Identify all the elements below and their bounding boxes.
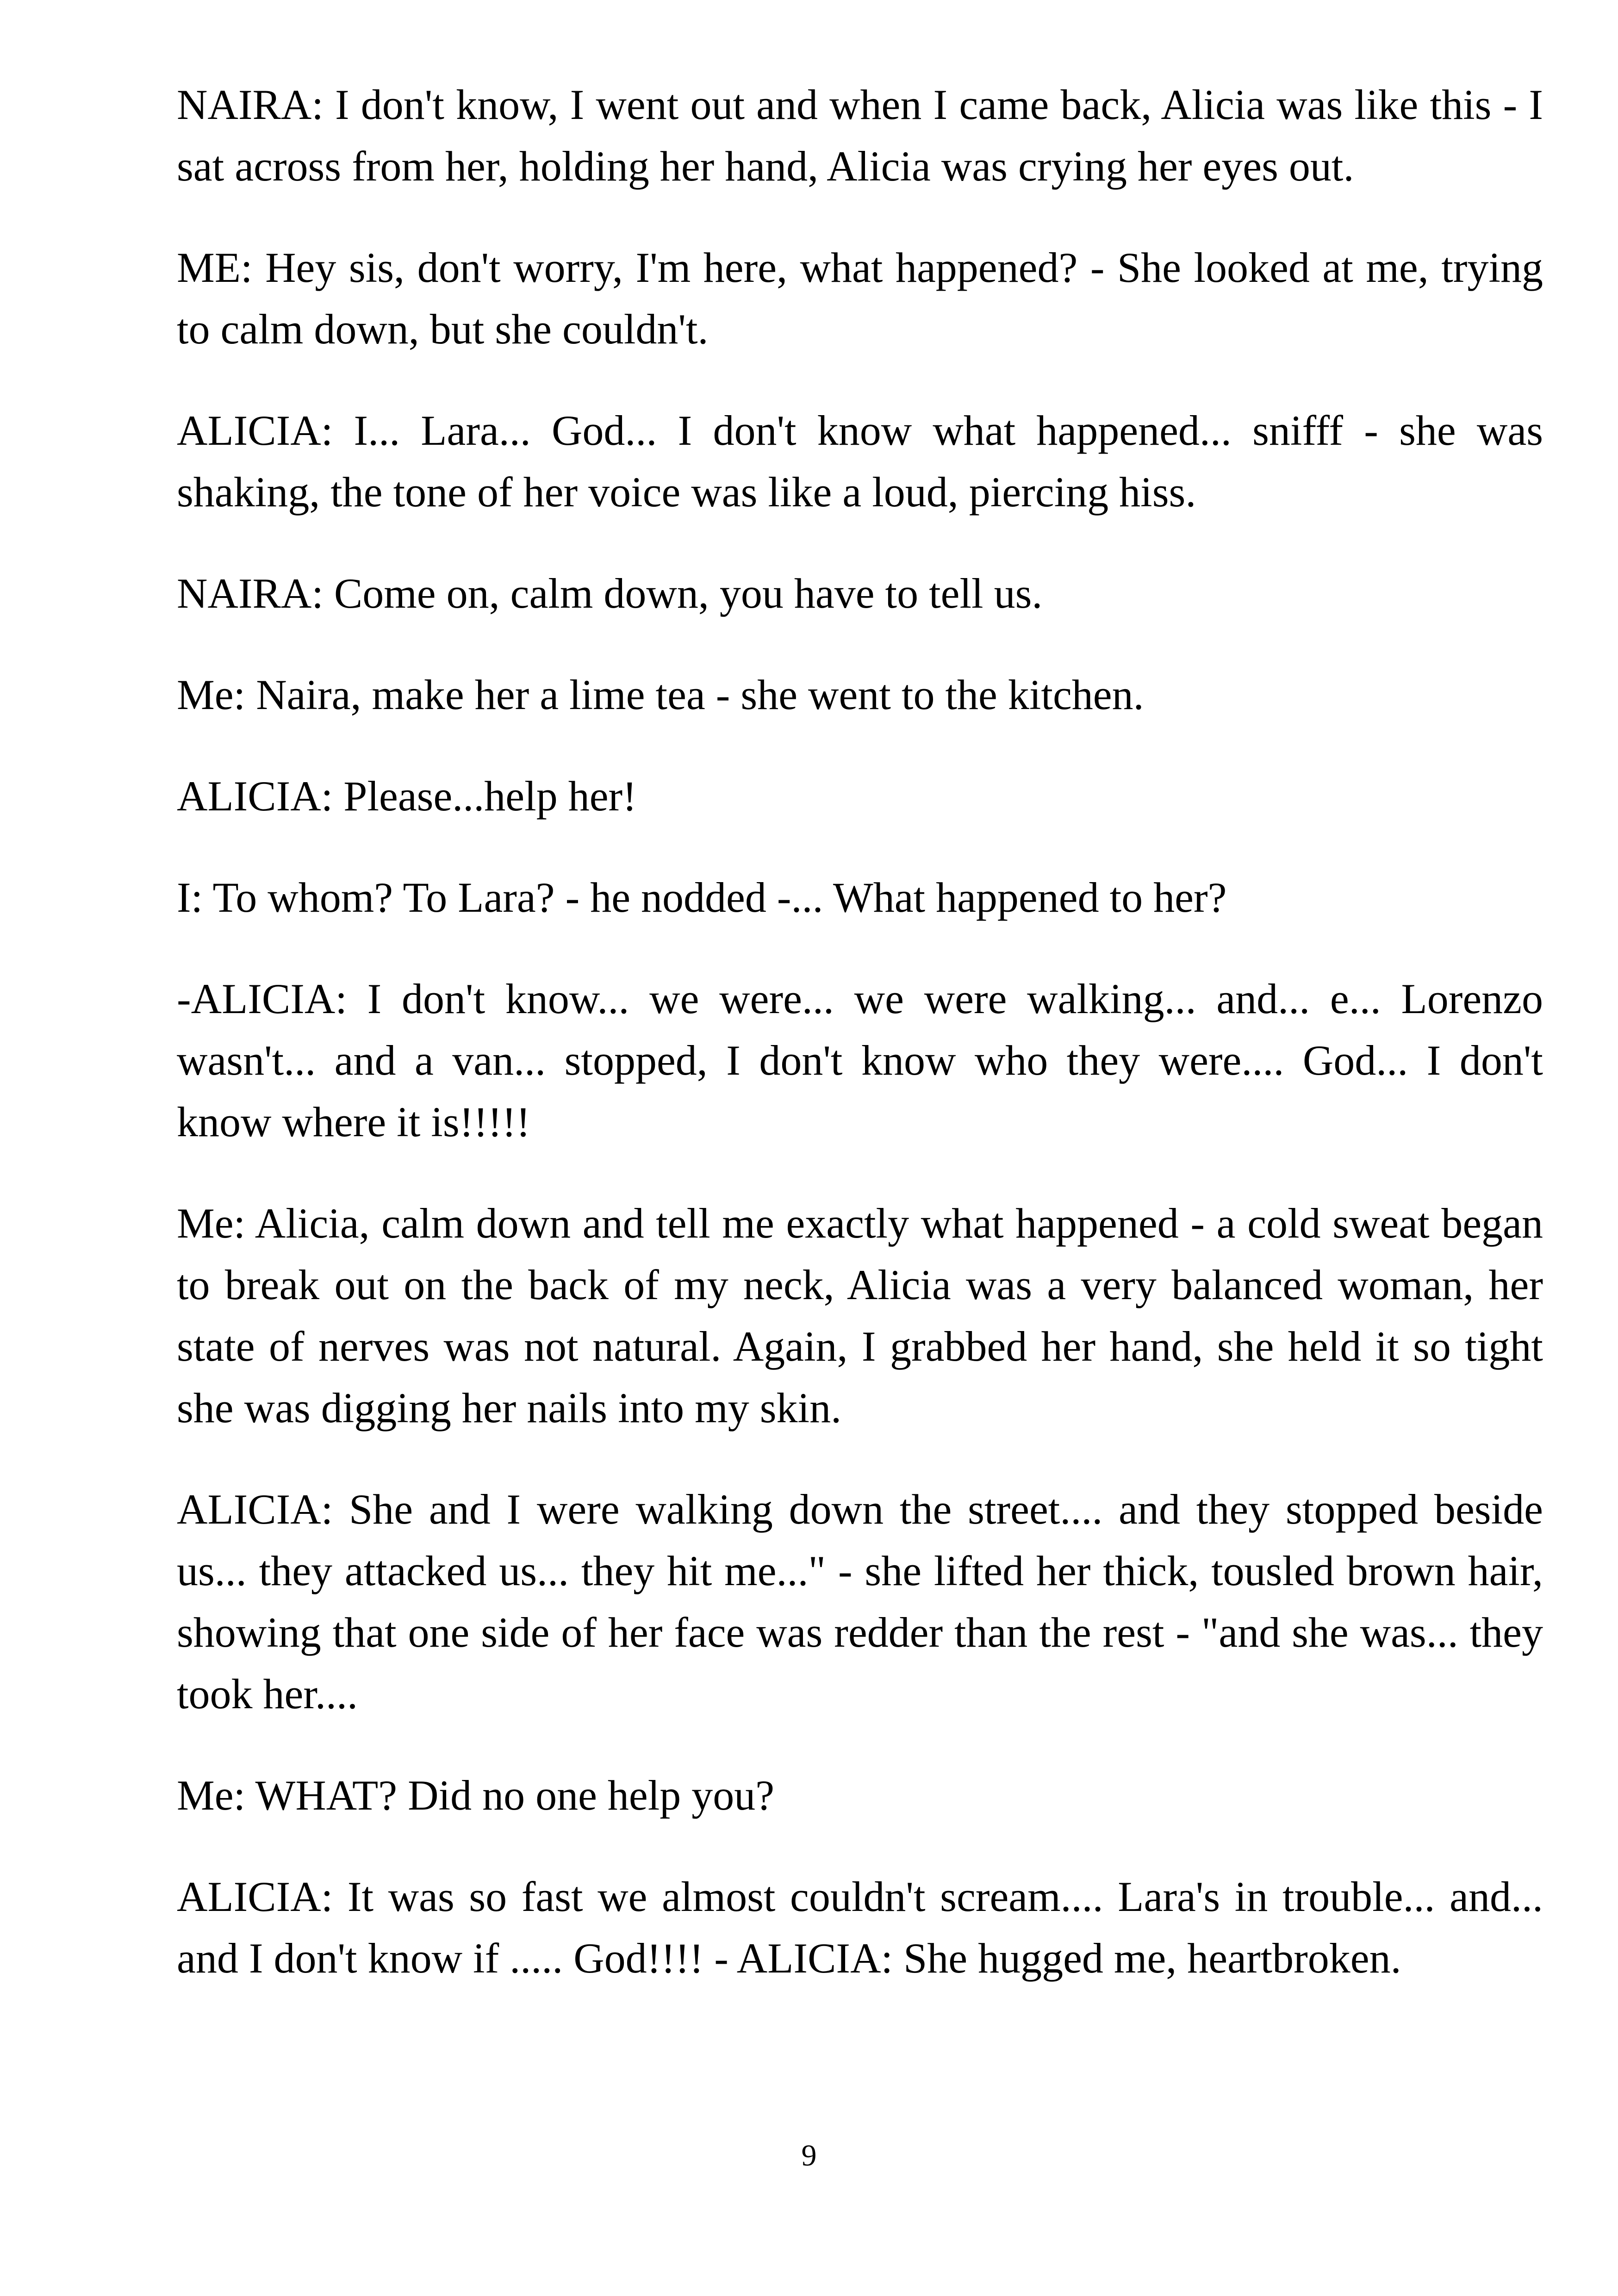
paragraph-3: ALICIA: I... Lara... God... I don't know what happened... snifff - she was shaking, the tone of her voice was like a loud, piercing hiss. (177, 407, 1543, 516)
body-text (177, 74, 1543, 2029)
paragraph-6: ALICIA: Please...help her! (177, 772, 637, 820)
paragraph-2: ME: Hey sis, don't worry, I'm here, what happened? - She looked at me, trying to calm down, but she couldn't. (177, 244, 1543, 353)
paragraph-4: NAIRA: Come on, calm down, you have to tell us. (177, 570, 1043, 617)
paragraph-11: Me: WHAT? Did no one help you? (177, 1772, 775, 1819)
paragraph-12: ALICIA: It was so fast we almost couldn't scream.... Lara's in trouble... and... and I don't know if ..... God!!!! - ALICIA: She hugged me, heartbroken. (177, 1873, 1543, 1982)
paragraph-8: -ALICIA: I don't know... we were... we were walking... and... e... Lorenzo wasn't... and a van... stopped, I don't know who they were.... God... I don't know where it is!!!!! (177, 975, 1543, 1145)
paragraph-7: I: To whom? To Lara? - he nodded -... What happened to her? (177, 874, 1227, 921)
paragraph-9: Me: Alicia, calm down and tell me exactly what happened - a cold sweat began to break out on the back of my neck, Alicia was a very balanced woman, her state of nerves was not natural. Again, I grabbed her hand, she held it so tight she was digging her nails into my skin. (177, 1200, 1543, 1431)
paragraph-10: ALICIA: She and I were walking down the street.... and they stopped beside us... they attacked us... they hit me..." - she lifted her thick, tousled brown hair, showing that one side of her face was redder than the rest - "and she was... they took her.... (177, 1486, 1543, 1717)
paragraph-1: NAIRA: I don't know, I went out and when I came back, Alicia was like this - I sat across from her, holding her hand, Alicia was crying her eyes out. (177, 81, 1543, 190)
paragraph-5: Me: Naira, make her a lime tea - she went to the kitchen. (177, 671, 1144, 718)
page-number: 9 (801, 2139, 817, 2172)
